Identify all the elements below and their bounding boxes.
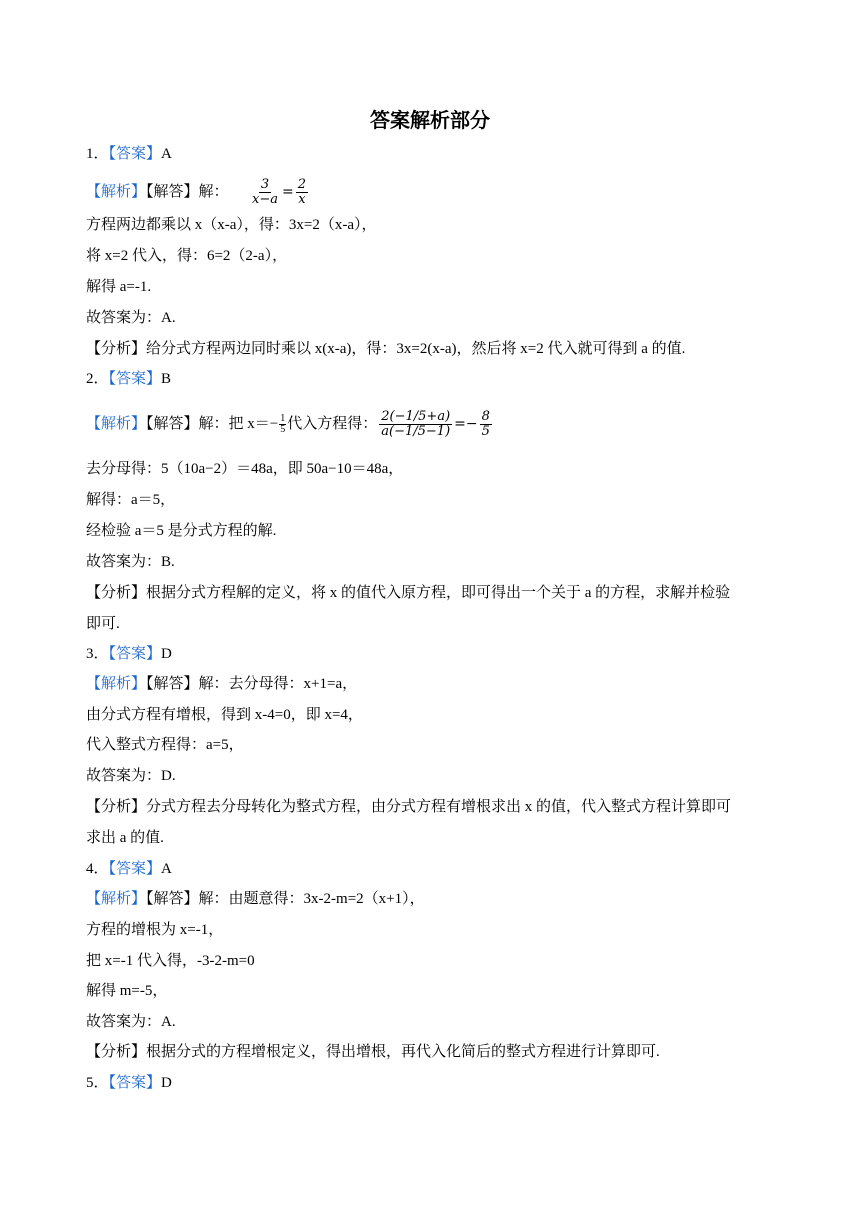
q2-solution-line bbox=[86, 410, 494, 439]
jiexi-tag: 【解析】 bbox=[86, 676, 147, 692]
q3-analysis-line bbox=[86, 798, 731, 816]
fenxi-tag: 【分析】 bbox=[86, 341, 147, 357]
q3-line-2: 由分式方程有增根，得到 x-4=0，即 x=4， bbox=[86, 707, 363, 723]
page-title: 答案解析部分 bbox=[370, 108, 490, 132]
q3-solution-line bbox=[86, 675, 357, 693]
q4-line-2: 方程的增根为 x=-1， bbox=[86, 922, 224, 938]
q1-line-5: 故答案为：A. bbox=[86, 310, 176, 326]
q3-number: 3． bbox=[86, 646, 109, 662]
q1-frac-num-left: 3 bbox=[260, 177, 270, 192]
q2-line-4: 经检验 a＝5 是分式方程的解. bbox=[86, 523, 277, 539]
q1-line-2: 方程两边都乘以 x（x-a），得：3x=2（x-a）， bbox=[86, 217, 377, 233]
q1-frac-den-right: x bbox=[298, 192, 306, 207]
q2-answer: B bbox=[161, 371, 172, 387]
fenxi-tag: 【分析】 bbox=[86, 799, 147, 815]
jiexi-tag: 【解析】 bbox=[86, 183, 147, 200]
q1-fraction-right bbox=[296, 178, 308, 207]
q2-line-5: 故答案为：B. bbox=[86, 554, 175, 570]
q1-fraction-left bbox=[250, 178, 280, 207]
q1-answer-line bbox=[86, 145, 172, 163]
q4-number: 4． bbox=[86, 861, 109, 877]
q2-big-fraction bbox=[379, 410, 452, 439]
q4-analysis-line bbox=[86, 1043, 660, 1061]
q2-line-2: 去分母得：5（10a−2）＝48a，即 50a−10＝48a， bbox=[86, 461, 404, 477]
q1-equals: = bbox=[282, 183, 294, 200]
q2-rhs-num: 8 bbox=[481, 409, 490, 424]
q2-equals-minus: =− bbox=[454, 415, 478, 432]
fenxi-tag: 【分析】 bbox=[86, 1044, 147, 1060]
q5-answer: D bbox=[161, 1075, 172, 1091]
answer-tag: 【答案】 bbox=[108, 1075, 162, 1091]
q2-analysis-line bbox=[86, 584, 730, 602]
q1-jie: 解： bbox=[198, 183, 229, 200]
q2-small-fraction bbox=[279, 414, 286, 435]
q1-frac-num-right: 2 bbox=[297, 177, 307, 192]
q3-analysis-1: 分式方程去分母转化为整式方程，由分式方程有增根求出 x 的值，代入整式方程计算即可 bbox=[146, 799, 732, 815]
jieda-tag: 【解答】 bbox=[146, 415, 199, 432]
jiexi-tag: 【解析】 bbox=[86, 891, 147, 907]
q3-analysis-line-2: 求出 a 的值. bbox=[86, 830, 164, 846]
q4-line-4: 解得 m=-5， bbox=[86, 983, 168, 999]
q4-answer-line bbox=[86, 860, 172, 878]
q2-big-frac-den: a(−1/5−1) bbox=[381, 424, 451, 439]
q2-jie-mid: 代入方程得： bbox=[287, 415, 378, 432]
q4-line-5: 故答案为：A. bbox=[86, 1014, 176, 1030]
q2-small-frac-num: 1 bbox=[280, 413, 286, 424]
q5-answer-line bbox=[86, 1074, 172, 1092]
answer-tag: 【答案】 bbox=[108, 861, 162, 877]
fenxi-tag: 【分析】 bbox=[86, 585, 147, 601]
q2-rhs-fraction bbox=[480, 410, 492, 439]
q1-solution-line bbox=[86, 178, 310, 207]
q1-line-4: 解得 a=-1. bbox=[86, 279, 152, 295]
q1-analysis: 给分式方程两边同时乘以 x(x-a)，得：3x=2(x-a)，然后将 x=2 代入就可得到 a 的值. bbox=[146, 341, 686, 357]
q2-rhs-den: 5 bbox=[481, 424, 490, 439]
q3-answer-line bbox=[86, 645, 172, 663]
q1-line-3: 将 x=2 代入，得：6=2（2-a）， bbox=[86, 248, 288, 264]
answer-tag: 【答案】 bbox=[108, 371, 162, 387]
q3-line-1: 解：去分母得：x+1=a， bbox=[198, 676, 358, 692]
q4-solution-line bbox=[86, 890, 425, 908]
jieda-tag: 【解答】 bbox=[146, 891, 199, 907]
q1-number: 1． bbox=[86, 146, 109, 162]
q1-answer: A bbox=[161, 146, 172, 162]
q1-analysis-line bbox=[86, 340, 685, 358]
q3-line-4: 故答案为：D. bbox=[86, 768, 176, 784]
q2-analysis-line-2: 即可. bbox=[86, 616, 120, 632]
q3-line-3: 代入整式方程得：a=5， bbox=[86, 737, 244, 753]
q3-answer: D bbox=[161, 646, 172, 662]
q2-big-frac-num: 2(−1/5+a) bbox=[381, 409, 451, 424]
q4-line-1: 解：由题意得：3x-2-m=2（x+1）， bbox=[198, 891, 425, 907]
q2-analysis-1: 根据分式方程解的定义，将 x 的值代入原方程，即可得出一个关于 a 的方程，求解并检验 bbox=[146, 585, 731, 601]
q4-analysis: 根据分式的方程增根定义，得出增根，再代入化简后的整式方程进行计算即可. bbox=[146, 1044, 660, 1060]
q2-jie-pre: 解：把 x＝− bbox=[198, 415, 279, 432]
q2-small-frac-den: 5 bbox=[280, 424, 286, 435]
answer-tag: 【答案】 bbox=[108, 146, 162, 162]
jieda-tag: 【解答】 bbox=[146, 183, 199, 200]
jiexi-tag: 【解析】 bbox=[86, 415, 147, 432]
q5-number: 5． bbox=[86, 1075, 109, 1091]
q2-line-3: 解得：a＝5， bbox=[86, 492, 176, 508]
answer-tag: 【答案】 bbox=[108, 646, 162, 662]
q4-line-3: 把 x=-1 代入得，-3-2-m=0 bbox=[86, 953, 255, 969]
q1-frac-den-left: x−a bbox=[252, 192, 279, 207]
q2-number: 2． bbox=[86, 371, 109, 387]
q4-answer: A bbox=[161, 861, 172, 877]
jieda-tag: 【解答】 bbox=[146, 676, 199, 692]
q2-answer-line bbox=[86, 370, 171, 388]
